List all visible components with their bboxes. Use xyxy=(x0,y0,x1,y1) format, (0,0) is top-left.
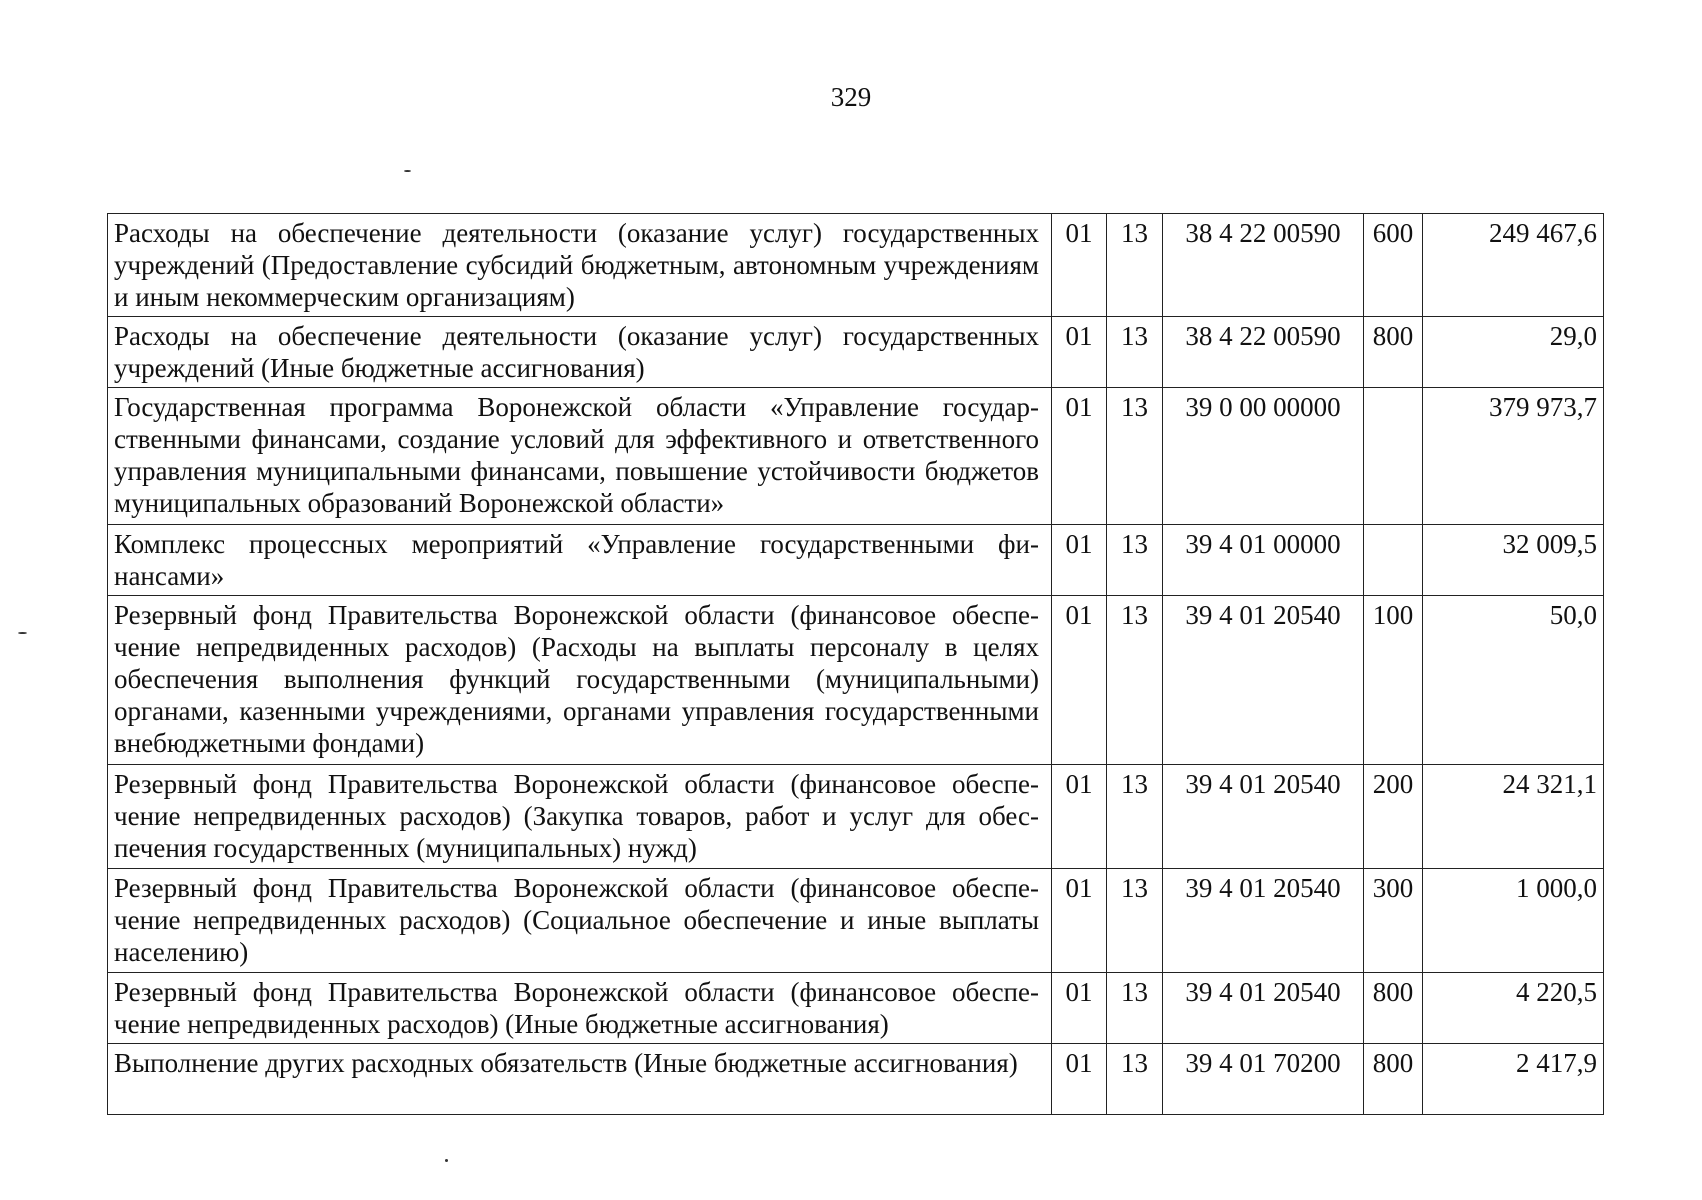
row-subsection: 13 xyxy=(1107,869,1163,973)
row-section: 01 xyxy=(1052,1044,1107,1115)
row-subsection: 13 xyxy=(1107,596,1163,765)
row-description: Резервный фонд Правительства Воронежской области (финансовое обеспечение непредвиденных расходов) (Расходы на выплаты персоналу в целях обеспечения выполнения функций государственными (муниципальными) органами, казенными учреждениями, органами управления государственными внебюджетными фондами) xyxy=(108,596,1052,765)
row-description: Резервный фонд Правительства Воронежской области (финансовое обеспечение непредвиденных расходов) (Иные бюджетные ассигнования) xyxy=(108,973,1052,1044)
table-row xyxy=(108,317,1604,388)
row-section: 01 xyxy=(1052,214,1107,317)
row-amount: 379 973,7 xyxy=(1423,388,1604,525)
row-description: Резервный фонд Правительства Воронежской области (финансовое обеспечение непредвиденных расходов) (Социальное обеспечение и иные выплаты населению) xyxy=(108,869,1052,973)
row-subsection: 13 xyxy=(1107,973,1163,1044)
scan-speck xyxy=(404,170,411,172)
row-description: Расходы на обеспечение деятельности (оказание услуг) государственных учреждений (Иные бюджетные ассигнования) xyxy=(108,317,1052,388)
table-row xyxy=(108,1044,1604,1115)
row-section: 01 xyxy=(1052,388,1107,525)
row-section: 01 xyxy=(1052,765,1107,869)
row-expense-type: 200 xyxy=(1364,765,1423,869)
row-target-article: 39 0 00 00000 xyxy=(1163,388,1364,525)
row-section: 01 xyxy=(1052,525,1107,596)
scan-speck xyxy=(445,1159,448,1162)
row-target-article: 39 4 01 20540 xyxy=(1163,973,1364,1044)
row-subsection: 13 xyxy=(1107,388,1163,525)
row-amount: 2 417,9 xyxy=(1423,1044,1604,1115)
row-description: Выполнение других расходных обязательств (Иные бюджетные ассигнования) xyxy=(108,1044,1052,1115)
row-target-article: 39 4 01 20540 xyxy=(1163,765,1364,869)
row-expense-type: 300 xyxy=(1364,869,1423,973)
row-expense-type xyxy=(1364,388,1423,525)
row-target-article: 39 4 01 20540 xyxy=(1163,869,1364,973)
row-amount: 1 000,0 xyxy=(1423,869,1604,973)
page-number: 329 xyxy=(830,82,872,112)
row-subsection: 13 xyxy=(1107,214,1163,317)
row-subsection: 13 xyxy=(1107,1044,1163,1115)
row-description: Расходы на обеспечение деятельности (оказание услуг) государственных учреждений (Предоставление субсидий бюджетным, автономным учреждениям и иным некоммерческим организациям) xyxy=(108,214,1052,317)
row-target-article: 39 4 01 70200 xyxy=(1163,1044,1364,1115)
row-target-article: 39 4 01 00000 xyxy=(1163,525,1364,596)
row-section: 01 xyxy=(1052,317,1107,388)
row-expense-type: 800 xyxy=(1364,317,1423,388)
row-expense-type: 800 xyxy=(1364,1044,1423,1115)
row-amount: 4 220,5 xyxy=(1423,973,1604,1044)
row-subsection: 13 xyxy=(1107,765,1163,869)
row-section: 01 xyxy=(1052,869,1107,973)
table-row xyxy=(108,214,1604,317)
row-section: 01 xyxy=(1052,973,1107,1044)
row-description: Резервный фонд Правительства Воронежской области (финансовое обеспечение непредвиденных расходов) (Закупка товаров, работ и услуг для обеспечения государственных (муниципальных) нужд) xyxy=(108,765,1052,869)
row-subsection: 13 xyxy=(1107,525,1163,596)
row-target-article: 38 4 22 00590 xyxy=(1163,214,1364,317)
table-row xyxy=(108,973,1604,1044)
row-amount: 24 321,1 xyxy=(1423,765,1604,869)
row-description: Государственная программа Воронежской области «Управление государственными финансами, создание условий для эффективного и ответственного управления муниципальными финансами, повышение устойчивости бюджетов муниципальных образований Воронежской области» xyxy=(108,388,1052,525)
table-row xyxy=(108,869,1604,973)
table-row xyxy=(108,525,1604,596)
row-amount: 249 467,6 xyxy=(1423,214,1604,317)
scan-speck xyxy=(18,632,27,634)
row-target-article: 38 4 22 00590 xyxy=(1163,317,1364,388)
table-row xyxy=(108,765,1604,869)
row-amount: 32 009,5 xyxy=(1423,525,1604,596)
row-expense-type: 600 xyxy=(1364,214,1423,317)
row-amount: 50,0 xyxy=(1423,596,1604,765)
row-description: Комплекс процессных мероприятий «Управление государственными финансами» xyxy=(108,525,1052,596)
row-section: 01 xyxy=(1052,596,1107,765)
row-target-article: 39 4 01 20540 xyxy=(1163,596,1364,765)
table-row xyxy=(108,596,1604,765)
budget-table xyxy=(107,213,1604,1115)
row-expense-type xyxy=(1364,525,1423,596)
row-amount: 29,0 xyxy=(1423,317,1604,388)
row-expense-type: 800 xyxy=(1364,973,1423,1044)
table-row xyxy=(108,388,1604,525)
row-expense-type: 100 xyxy=(1364,596,1423,765)
row-subsection: 13 xyxy=(1107,317,1163,388)
